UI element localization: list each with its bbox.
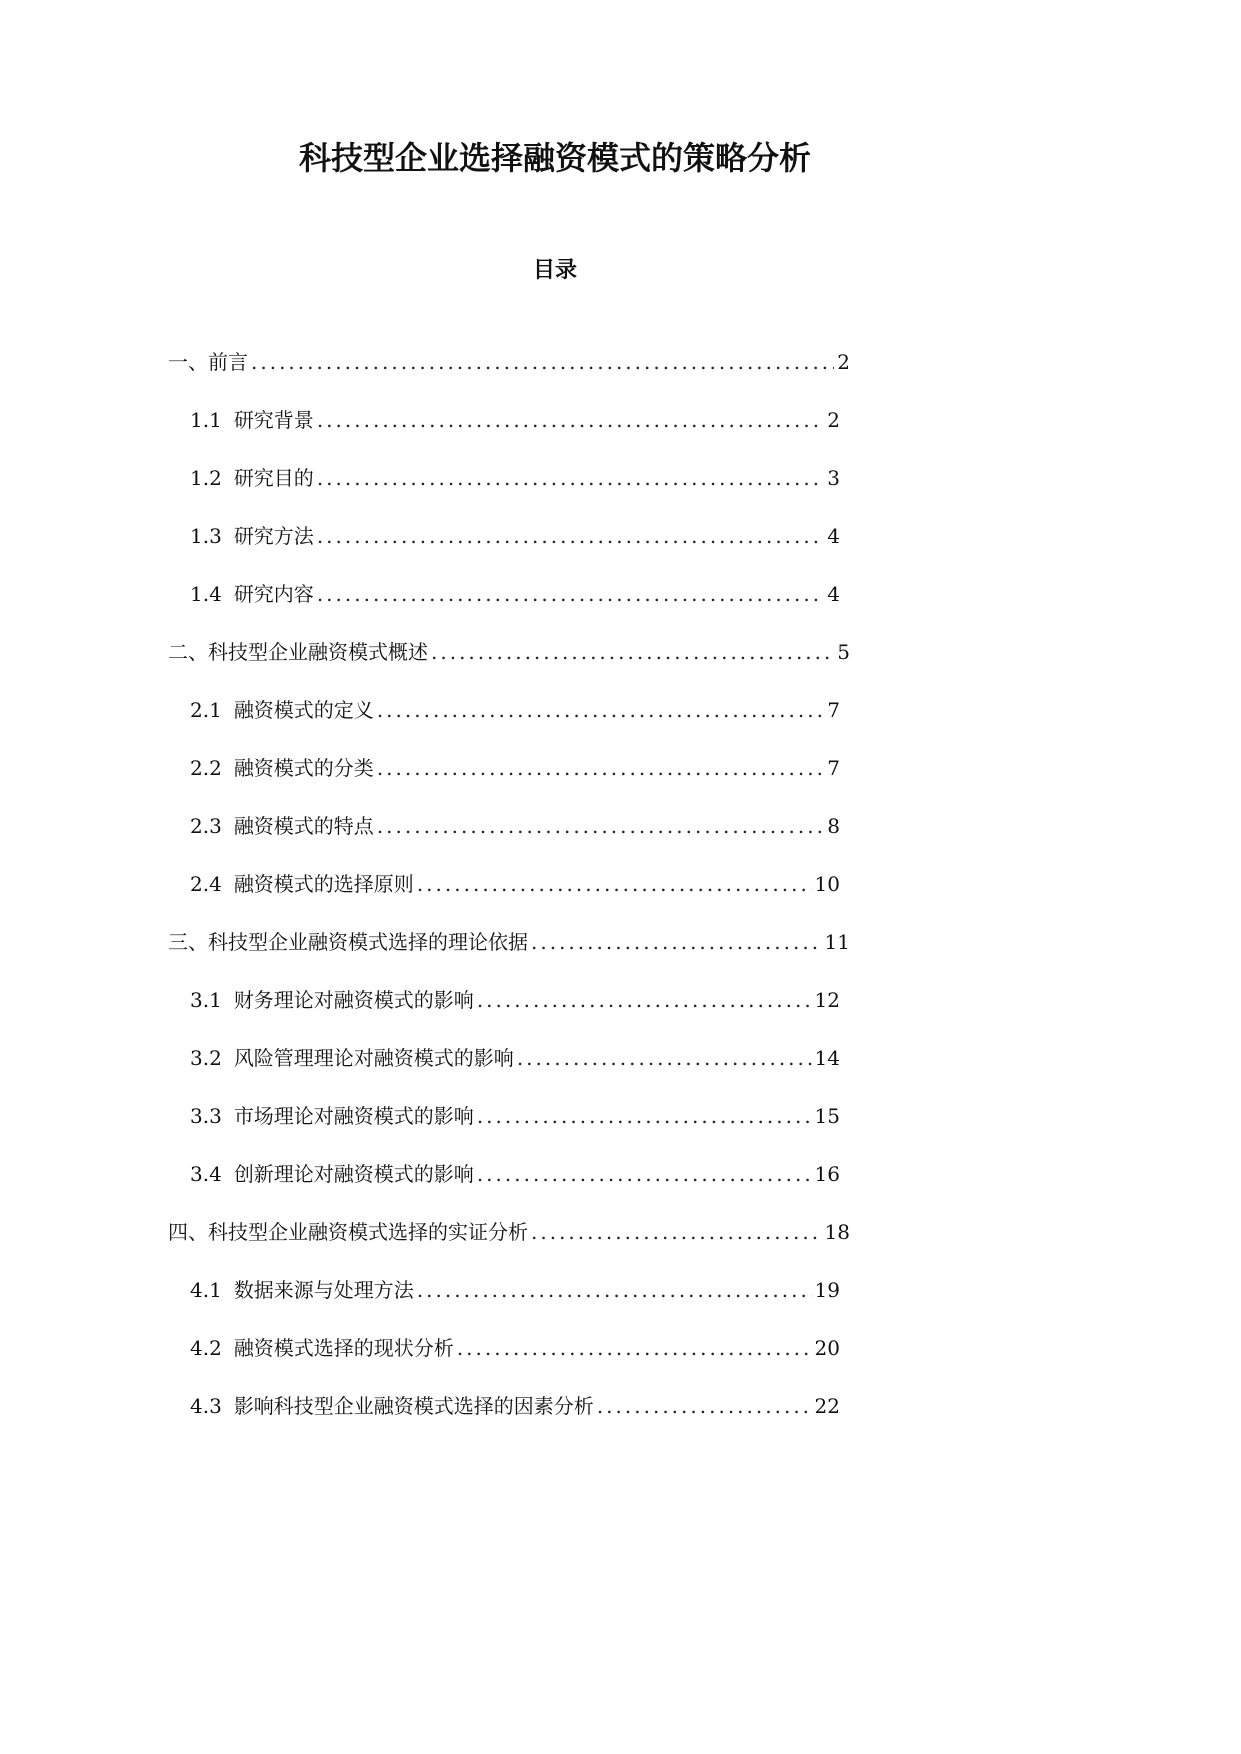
toc-entry-page: 4 <box>827 582 840 606</box>
dot-leader <box>417 1261 812 1319</box>
toc-entry-title: 研究内容 <box>233 582 314 606</box>
toc-entry-title: 科技型企业融资模式概述 <box>208 640 428 664</box>
dot-leader <box>531 1203 822 1261</box>
dot-leader <box>431 623 834 681</box>
toc-entry[interactable] <box>190 1087 840 1145</box>
toc-entry-number: 4.2 <box>190 1336 222 1360</box>
toc-entry-number: 四、 <box>168 1220 208 1244</box>
toc-entry-page: 2 <box>827 408 840 432</box>
dot-leader <box>417 855 812 913</box>
table-of-contents <box>0 333 1110 1435</box>
toc-entry[interactable] <box>190 565 840 623</box>
toc-entry-number: 1.1 <box>190 408 222 432</box>
toc-entry[interactable] <box>190 449 840 507</box>
toc-entry-number: 三、 <box>168 930 208 954</box>
toc-entry[interactable] <box>190 391 840 449</box>
toc-entry-title: 融资模式的定义 <box>233 698 374 722</box>
dot-leader <box>531 913 822 971</box>
toc-entry[interactable] <box>190 1029 840 1087</box>
toc-entry-number: 2.3 <box>190 814 222 838</box>
dot-leader <box>477 971 812 1029</box>
toc-entry[interactable] <box>190 739 840 797</box>
dot-leader <box>477 1087 812 1145</box>
toc-entry-number: 3.4 <box>190 1162 222 1186</box>
toc-entry-page: 14 <box>814 1046 840 1070</box>
toc-entry-title: 前言 <box>208 350 248 374</box>
toc-entry-text <box>190 1087 474 1145</box>
toc-entry-number: 二、 <box>168 640 208 664</box>
toc-entry[interactable] <box>190 971 840 1029</box>
toc-entry[interactable] <box>190 1319 840 1377</box>
toc-entry-text <box>190 971 474 1029</box>
toc-entry-title: 市场理论对融资模式的影响 <box>233 1104 474 1128</box>
toc-entry-title: 财务理论对融资模式的影响 <box>233 988 474 1012</box>
toc-entry-page: 2 <box>837 350 850 374</box>
toc-entry-page: 19 <box>814 1278 840 1302</box>
toc-entry-number: 一、 <box>168 350 208 374</box>
toc-entry-text <box>168 333 248 391</box>
toc-entry-title: 研究背景 <box>233 408 314 432</box>
toc-entry[interactable] <box>190 507 840 565</box>
toc-entry-text <box>190 1377 594 1435</box>
toc-entry-page: 12 <box>814 988 840 1012</box>
toc-entry[interactable] <box>168 1203 850 1261</box>
toc-entry[interactable] <box>190 1261 840 1319</box>
toc-entry-number: 4.1 <box>190 1278 222 1302</box>
toc-entry-text <box>190 565 314 623</box>
toc-entry-number: 3.1 <box>190 988 222 1012</box>
toc-entry-page: 7 <box>827 698 840 722</box>
toc-entry-page: 8 <box>827 814 840 838</box>
toc-entry-title: 融资模式的分类 <box>233 756 374 780</box>
toc-entry-title: 影响科技型企业融资模式选择的因素分析 <box>233 1394 594 1418</box>
toc-entry-number: 3.3 <box>190 1104 222 1128</box>
toc-entry-text <box>190 739 374 797</box>
dot-leader <box>317 391 824 449</box>
toc-entry-title: 研究方法 <box>233 524 314 548</box>
toc-entry-text <box>190 1319 454 1377</box>
toc-entry-number: 4.3 <box>190 1394 222 1418</box>
toc-entry-page: 18 <box>824 1220 850 1244</box>
toc-entry[interactable] <box>190 681 840 739</box>
toc-entry[interactable] <box>168 333 850 391</box>
toc-entry-page: 22 <box>814 1394 840 1418</box>
toc-entry[interactable] <box>168 623 850 681</box>
dot-leader <box>317 449 824 507</box>
toc-entry-page: 3 <box>827 466 840 490</box>
dot-leader <box>377 739 824 797</box>
toc-entry-number: 2.1 <box>190 698 222 722</box>
toc-entry-title: 风险管理理论对融资模式的影响 <box>233 1046 514 1070</box>
dot-leader <box>477 1145 812 1203</box>
dot-leader <box>377 681 824 739</box>
toc-entry[interactable] <box>190 797 840 855</box>
toc-entry-title: 数据来源与处理方法 <box>233 1278 414 1302</box>
dot-leader <box>317 507 824 565</box>
dot-leader <box>317 565 824 623</box>
toc-entry-number: 2.4 <box>190 872 222 896</box>
toc-entry-text <box>190 1029 514 1087</box>
toc-entry-text <box>168 913 528 971</box>
toc-entry-title: 融资模式的特点 <box>233 814 374 838</box>
toc-entry-page: 20 <box>814 1336 840 1360</box>
toc-entry-page: 16 <box>814 1162 840 1186</box>
toc-entry-number: 2.2 <box>190 756 222 780</box>
toc-entry-number: 1.3 <box>190 524 222 548</box>
document-title: 科技型企业选择融资模式的策略分析 <box>298 139 811 177</box>
dot-leader <box>251 333 834 391</box>
dot-leader <box>517 1029 812 1087</box>
toc-entry-title: 融资模式的选择原则 <box>233 872 414 896</box>
toc-entry[interactable] <box>168 913 850 971</box>
toc-entry-title: 科技型企业融资模式选择的实证分析 <box>208 1220 528 1244</box>
toc-entry-text <box>190 449 314 507</box>
toc-entry-title: 研究目的 <box>233 466 314 490</box>
toc-entry-page: 11 <box>824 930 850 954</box>
toc-entry-page: 5 <box>837 640 850 664</box>
toc-entry-text <box>190 1145 474 1203</box>
toc-entry-text <box>190 855 414 913</box>
toc-entry-number: 3.2 <box>190 1046 222 1070</box>
toc-entry-text <box>168 1203 528 1261</box>
dot-leader <box>597 1377 812 1435</box>
toc-entry-text <box>190 681 374 739</box>
toc-entry-number: 1.4 <box>190 582 222 606</box>
toc-entry-text <box>190 507 314 565</box>
toc-entry-text <box>190 1261 414 1319</box>
toc-entry-text <box>190 797 374 855</box>
toc-entry-page: 10 <box>814 872 840 896</box>
toc-entry-page: 7 <box>827 756 840 780</box>
toc-entry-page: 4 <box>827 524 840 548</box>
toc-heading: 目录 <box>532 257 577 283</box>
toc-entry-title: 融资模式选择的现状分析 <box>233 1336 454 1360</box>
toc-entry[interactable] <box>190 855 840 913</box>
toc-entry[interactable] <box>190 1145 840 1203</box>
dot-leader <box>457 1319 812 1377</box>
toc-entry-text <box>190 391 314 449</box>
toc-entry[interactable] <box>190 1377 840 1435</box>
dot-leader <box>377 797 824 855</box>
toc-entry-number: 1.2 <box>190 466 222 490</box>
toc-entry-text <box>168 623 428 681</box>
toc-entry-title: 科技型企业融资模式选择的理论依据 <box>208 930 528 954</box>
toc-entry-title: 创新理论对融资模式的影响 <box>233 1162 474 1186</box>
toc-entry-page: 15 <box>814 1104 840 1128</box>
